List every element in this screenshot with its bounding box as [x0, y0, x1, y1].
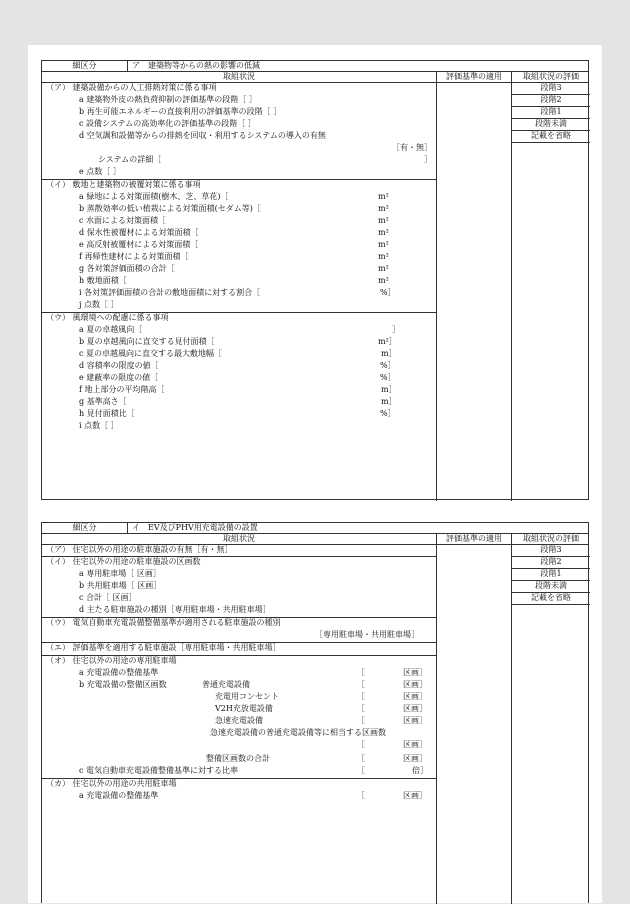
equipment-type: 普通充電設備 — [202, 680, 250, 689]
item-line: b 夏の卓越風向に直交する見付面積［ — [79, 337, 215, 346]
section-heading: （オ） 住宅以外の用途の専用駐車場 — [46, 656, 177, 665]
unit: %］ — [380, 409, 396, 418]
unit: 区画］ — [403, 740, 427, 749]
section-ev-charging-table — [41, 522, 589, 903]
unit: 区画］ — [403, 791, 427, 800]
section-heading: （ウ） 電気自動車充電設備整備基準が適用される駐車施設の種別 — [46, 618, 281, 627]
item-line-bracket: ］ — [424, 155, 432, 164]
item-line: a 充電設備の整備基準 — [79, 791, 159, 800]
item-line: g 各対策評価面積の合計［ — [79, 264, 175, 273]
item-line: a 建築物外皮の熱負荷抑制の評価基準の段階［ ］ — [79, 95, 257, 104]
item-line: h 敷地面積［ — [79, 276, 127, 285]
item-line: i 点数［ ］ — [79, 421, 119, 430]
equipment-type: 急速充電設備 — [215, 716, 263, 725]
bracket-open: ［ — [357, 680, 365, 689]
item-line: d 容積率の限度の値［ — [79, 361, 159, 370]
unit: m² — [378, 192, 389, 201]
subdivision-value: イ EV及びPHV用充電設備の設置 — [132, 523, 258, 532]
section-heading: （ア） 建築設備からの人工排熱対策に係る事項 — [46, 83, 217, 92]
section-heading: （イ） 敷地と建築物の被覆対策に係る事項 — [46, 180, 201, 189]
item-line: c 設備システムの高効率化の評価基準の段階［ ］ — [79, 119, 256, 128]
item-line: c 合計［ 区画］ — [79, 593, 137, 602]
unit: 区画］ — [403, 704, 427, 713]
unit: m²］ — [378, 337, 397, 346]
subdivision-label: 細区分 — [72, 523, 97, 532]
document-page — [28, 45, 602, 903]
bracket-open: ［ — [357, 766, 365, 775]
equipment-type: V2H充放電設備 — [215, 704, 273, 713]
eval-option[interactable]: 段階未満 — [535, 581, 567, 590]
item-line: a 充電設備の整備基準 — [79, 668, 159, 677]
header-criteria: 評価基準の適用 — [446, 72, 502, 81]
item-line: b 共用駐車場［ 区画］ — [79, 581, 162, 590]
section-heading: （ウ） 風環境への配慮に係る事項 — [46, 313, 169, 322]
item-line: a 夏の卓越風向［ — [79, 325, 143, 334]
section-heat-impact-table — [41, 60, 589, 500]
unit: m² — [378, 204, 389, 213]
subdivision-value: ア 建築物等からの熱の影響の低減 — [132, 61, 260, 70]
unit: m² — [378, 252, 389, 261]
eval-option[interactable]: 記載を省略 — [531, 593, 571, 602]
option-choice[interactable]: ［専用駐車場・共用駐車場］ — [315, 630, 419, 639]
unit: m］ — [381, 349, 397, 358]
bracket-open: ［ — [357, 692, 365, 701]
item-line: b 蒸散効率の低い植栽による対策面積(セダム等)［ — [79, 204, 261, 213]
bracket-open: ［ — [357, 791, 365, 800]
unit: m² — [378, 216, 389, 225]
item-line: d 主たる駐車施設の種別［専用駐車場・共用駐車場］ — [79, 605, 271, 614]
subdivision-label: 細区分 — [72, 61, 97, 70]
unit: 区画］ — [403, 692, 427, 701]
item-line: d 保水性被覆材による対策面積［ — [79, 228, 199, 237]
header-status: 取組状況 — [223, 534, 255, 543]
header-criteria: 評価基準の適用 — [446, 534, 502, 543]
eval-option[interactable]: 段階1 — [540, 107, 562, 116]
section-heading: （イ） 住宅以外の用途の駐車施設の区画数 — [46, 557, 201, 566]
unit: m² — [378, 240, 389, 249]
item-line: f 地上部分の平均階高［ — [79, 385, 165, 394]
unit: 区画］ — [403, 680, 427, 689]
item-line: g 基準高さ［ — [79, 397, 127, 406]
eval-option[interactable]: 段階1 — [540, 569, 562, 578]
item-line: d 空気調和設備等からの排熱を回収・利用するシステムの導入の有無 — [79, 131, 326, 140]
section-heading: （エ） 評価基準を適用する駐車施設［専用駐車場・共用駐車場］ — [46, 643, 281, 652]
unit: 区画］ — [403, 668, 427, 677]
section-heading: （カ） 住宅以外の用途の共用駐車場 — [46, 779, 177, 788]
item-line: i 各対策評価面積の合計の敷地面積に対する割合［ — [79, 288, 261, 297]
header-status: 取組状況 — [223, 72, 255, 81]
unit: ］ — [392, 325, 400, 334]
bracket-open: ［ — [357, 716, 365, 725]
bracket-open: ［ — [357, 740, 365, 749]
section-heading: （ア） 住宅以外の用途の駐車施設の有無［有・無］ — [46, 545, 233, 554]
unit: 区画］ — [403, 716, 427, 725]
total-label: 整備区画数の合計 — [206, 754, 270, 763]
item-line: e 建蔽率の限度の値［ — [79, 373, 159, 382]
unit: m］ — [381, 385, 397, 394]
unit: %］ — [380, 288, 396, 297]
eval-option[interactable]: 段階2 — [540, 95, 562, 104]
equipment-type: 急速充電設備の普通充電設備等に相当する区画数 — [210, 728, 386, 737]
item-line: c 夏の卓越風向に直交する最大敷地幅［ — [79, 349, 223, 358]
header-evaluation: 取組状況の評価 — [523, 72, 579, 81]
item-line: システムの詳細［ — [98, 155, 162, 164]
item-line: h 見付面積比［ — [79, 409, 135, 418]
bracket-open: ［ — [357, 704, 365, 713]
bracket-open: ［ — [357, 668, 365, 677]
unit: 区画］ — [403, 754, 427, 763]
item-line: e 点数［ ］ — [79, 167, 121, 176]
item-line: c 水面による対策面積［ — [79, 216, 167, 225]
unit: 倍］ — [412, 766, 428, 775]
eval-option[interactable]: 段階3 — [540, 545, 562, 554]
eval-option[interactable]: 段階3 — [540, 83, 562, 92]
unit: m］ — [381, 397, 397, 406]
unit: m² — [378, 264, 389, 273]
item-line: f 再帰性建材による対策面積［ — [79, 252, 189, 261]
unit: %］ — [380, 361, 396, 370]
item-line: e 高反射被覆材による対策面積［ — [79, 240, 199, 249]
eval-option[interactable]: 記載を省略 — [531, 131, 571, 140]
equipment-type: 充電用コンセント — [215, 692, 279, 701]
item-line: c 電気自動車充電設備整備基準に対する比率 — [79, 766, 239, 775]
eval-option[interactable]: 段階未満 — [535, 119, 567, 128]
item-line: b 充電設備の整備区画数 — [79, 680, 167, 689]
option-choice[interactable]: ［有・無］ — [392, 143, 432, 152]
item-line: b 再生可能エネルギーの直接利用の評価基準の段階［ ］ — [79, 107, 282, 116]
unit: m² — [378, 228, 389, 237]
item-line: a 専用駐車場［ 区画］ — [79, 569, 161, 578]
item-line: j 点数［ ］ — [79, 300, 119, 309]
bracket-open: ［ — [357, 754, 365, 763]
eval-option[interactable]: 段階2 — [540, 557, 562, 566]
header-evaluation: 取組状況の評価 — [523, 534, 579, 543]
unit: m² — [378, 276, 389, 285]
item-line: a 緑地による対策面積(樹木、芝、草花)［ — [79, 192, 229, 201]
unit: %］ — [380, 373, 396, 382]
